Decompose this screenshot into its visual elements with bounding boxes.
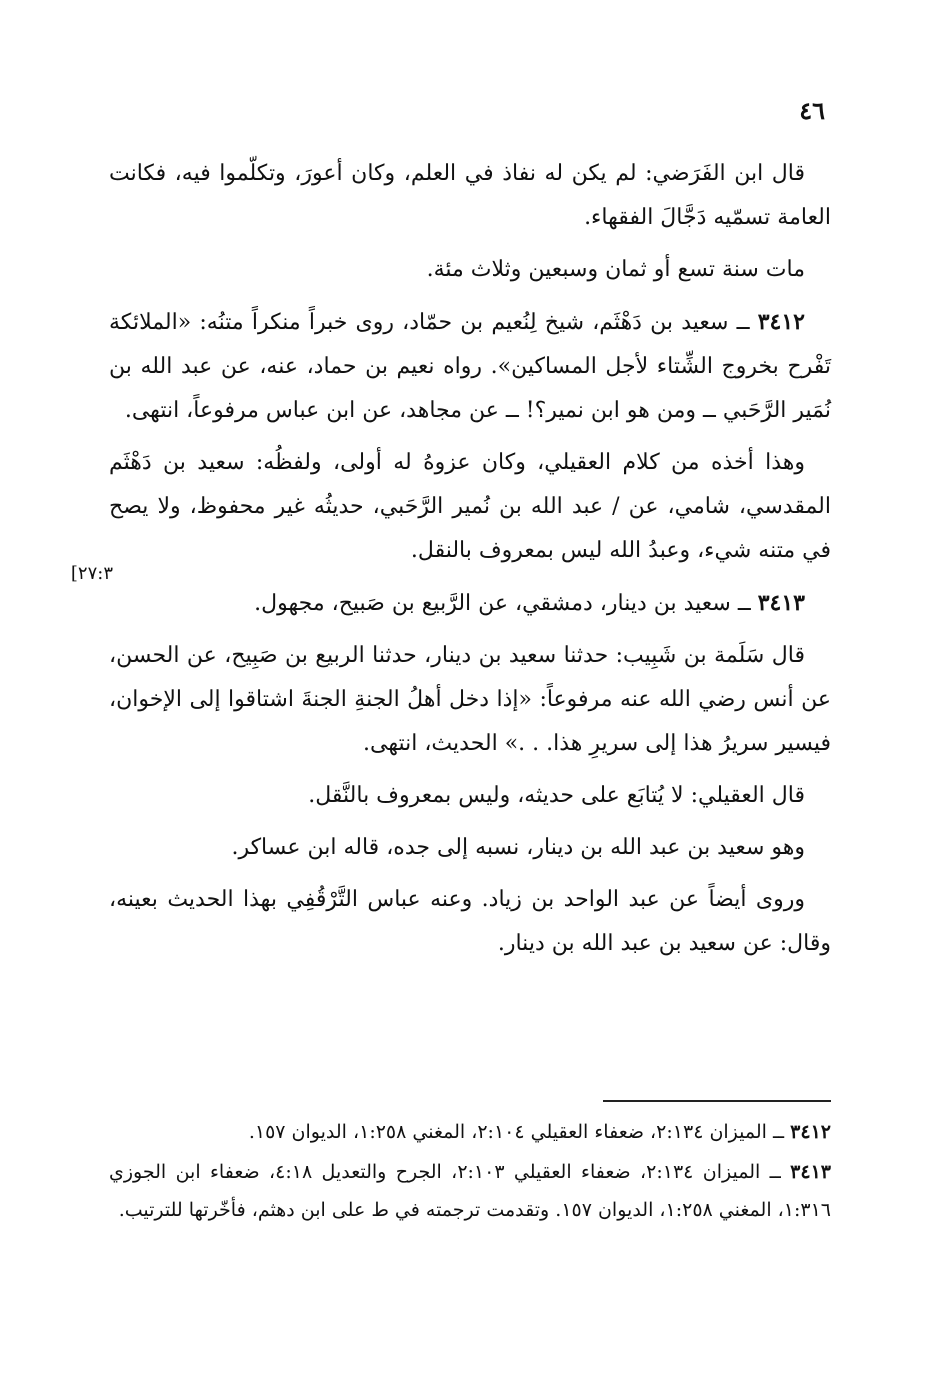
footnotes [109, 1113, 831, 1231]
paragraph [109, 152, 831, 240]
paragraph-text: وهو سعيد بن عبد الله بن دينار، نسبه إلى جده، قاله ابن عساكر. [231, 835, 805, 860]
footnote-text: ــ الميزان ٢:١٣٤، ضعفاء العقيلي ٢:١٠٤، المغني ١:٢٥٨، الديوان ١٥٧. [248, 1121, 791, 1143]
paragraph-text: مات سنة تسع أو ثمان وسبعين وثلاث مئة. [426, 257, 805, 282]
footnote [109, 1153, 831, 1229]
footnote-number: ٣٤١٢ [790, 1121, 831, 1143]
paragraph [109, 878, 831, 966]
page-number: ٤٦ [799, 96, 825, 125]
paragraph-text: وروى أيضاً عن عبد الواحد بن زياد. وعنه عباس التَّرْقُفِي بهذا الحديث بعينه، وقال: عن سعيد بن عبد الله بن دينار. [109, 887, 831, 956]
footnote [109, 1113, 831, 1151]
entry-number: ٣٤١٣ [757, 590, 805, 616]
paragraph-text: ــ سعيد بن دينار، دمشقي، عن الرَّبيع بن صَبيح، مجهول. [254, 591, 758, 616]
margin-reference: [٢٧:٣ [70, 563, 113, 584]
paragraph-text: وهذا أخذه من كلام العقيلي، وكان عزوهُ له أولى، ولفظُه: سعيد بن دَهْثَم المقدسي، شامي، عن / عبد الله بن نُمير الرَّحَبي، حديثُه غير محفوظ، ولا يصح في متنه شيء، وعبدُ الله ليس بمعروف بالنقل. [109, 450, 831, 563]
footnote-divider [603, 1100, 831, 1102]
paragraph [109, 441, 831, 573]
paragraph-text: ــ سعيد بن دَهْثَم، شيخ لِنُعيم بن حمّاد، روى خبراً منكراً متنُه: «الملائكة تَفْرح بخروج الشِّتاء لأجل المساكين». رواه نعيم بن حماد، عنه، عن عبد الله بن نُمَير الرَّحَبي ــ ومن هو ابن نمير؟! ــ عن مجاهد، عن ابن عباس مرفوعاً، انتهى. [109, 310, 831, 423]
paragraph-text: قال العقيلي: لا يُتابَع على حديثه، وليس بمعروف بالنَّقل. [308, 783, 805, 808]
entry-paragraph [109, 581, 831, 626]
footnote-text: ــ الميزان ٢:١٣٤، ضعفاء العقيلي ٢:١٠٣، الجرح والتعديل ٤:١٨، ضعفاء ابن الجوزي ١:٣١٦، المغني ١:٢٥٨، الديوان ١٥٧. وتقدمت ترجمته في ط على ابن دهثم، فأخّرتها للترتيب. [109, 1161, 831, 1221]
entry-paragraph [109, 300, 831, 433]
paragraph [109, 634, 831, 766]
paragraph [109, 826, 831, 870]
entry-number: ٣٤١٢ [757, 309, 805, 335]
main-text [109, 152, 831, 974]
paragraph [109, 248, 831, 292]
paragraph-text: قال سَلَمة بن شَبِيب: حدثنا سعيد بن دينار، حدثنا الربيع بن صَبِيح، عن الحسن، عن أنس رضي الله عنه مرفوعاً: «إذا دخل أهلُ الجنةِ الجنةَ اشتاقوا إلى الإخوان، فيسير سريرُ هذا إلى سريرِ هذا. . .» الحديث، انتهى. [109, 643, 831, 756]
paragraph-text: قال ابن الفَرَضي: لم يكن له نفاذ في العلم، وكان أعورَ، وتكلّموا فيه، فكانت العامة تسمّيه دَجَّالَ الفقهاء. [109, 161, 831, 230]
paragraph [109, 774, 831, 818]
footnote-number: ٣٤١٣ [790, 1161, 831, 1183]
